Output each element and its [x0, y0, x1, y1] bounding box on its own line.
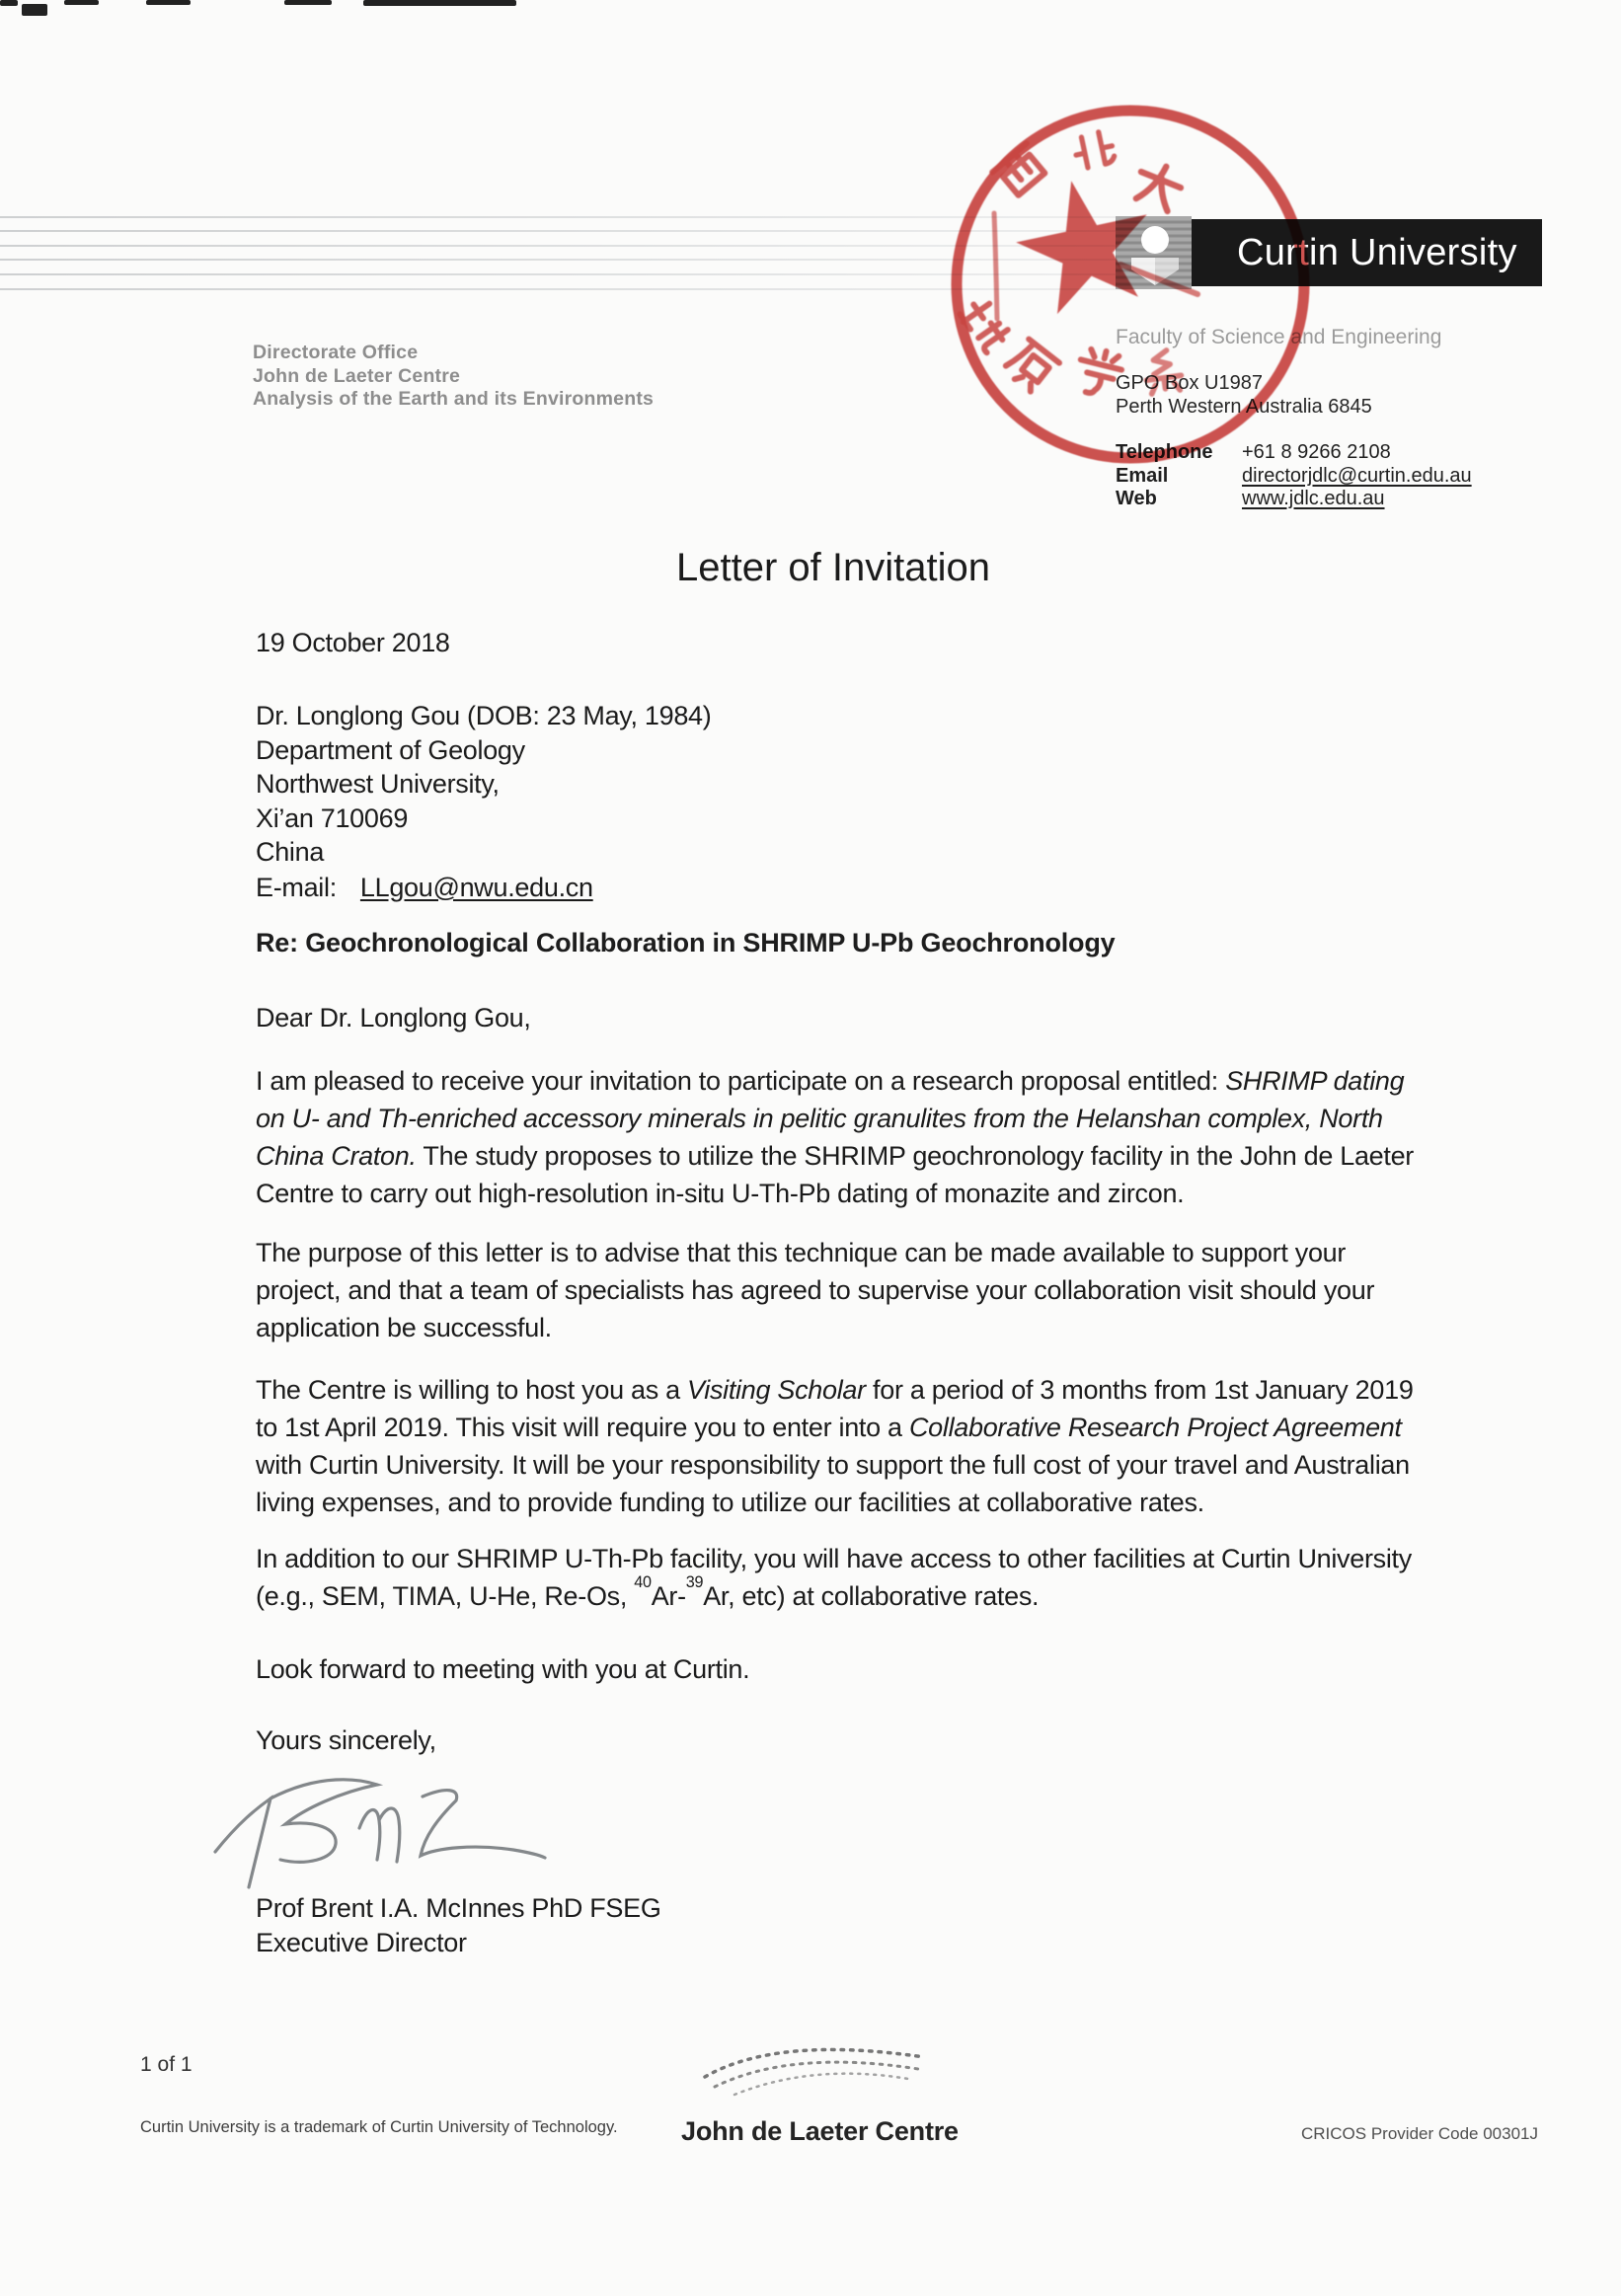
curtin-brand-text: Curtin University: [1237, 231, 1517, 273]
website-link[interactable]: www.jdlc.edu.au: [1242, 488, 1385, 509]
closing: Yours sincerely,: [256, 1725, 436, 1755]
contact-label: Telephone: [1116, 441, 1213, 463]
faculty-name: Faculty of Science and Engineering: [1116, 326, 1442, 348]
recipient-block: [256, 699, 711, 904]
scan-artifact: [284, 0, 332, 5]
body-paragraph-1: I am pleased to receive your invitation to participate on a research proposal entitled: SHRIMP dating on U- and Th-enriched accessory minerals in pelitic granulites from the Helanshan complex, North China Craton. The study proposes to utilize the SHRIMP geochronology facility in the John de Laeter Centre to carry out high-resolution in-situ U-Th-Pb dating of monazite and zircon.: [256, 1066, 1415, 1208]
stamp-character-xi2: [1143, 348, 1184, 394]
letter-date: 19 October 2018: [256, 628, 450, 657]
scan-artifact: [22, 4, 47, 16]
recipient-email-line: [256, 871, 711, 905]
contact-label: Web: [1116, 488, 1157, 509]
jdlc-centre-name: John de Laeter Centre: [681, 2116, 959, 2146]
scan-artifact: [146, 0, 191, 5]
stamp-character-da: [1131, 159, 1187, 213]
recipient-email-link[interactable]: LLgou@nwu.edu.cn: [359, 872, 593, 902]
signer-name: Prof Brent I.A. McInnes PhD FSEG: [256, 1893, 661, 1923]
salutation: Dear Dr. Longlong Gou,: [256, 1003, 531, 1033]
trademark-notice: Curtin University is a trademark of Curtin University of Technology.: [140, 2118, 618, 2136]
signer-title: Executive Director: [256, 1928, 467, 1957]
signer-block: [256, 1891, 661, 1960]
letter-title: Letter of Invitation: [676, 546, 990, 589]
email-label: E-mail:: [256, 872, 337, 902]
jdlc-swoosh-icon: [693, 2029, 946, 2114]
postal-line: Perth Western Australia 6845: [1116, 395, 1372, 418]
recipient-line: China: [256, 837, 325, 867]
recipient-line: Xi’an 710069: [256, 803, 409, 833]
scan-artifact: [64, 0, 99, 5]
body-paragraph-2: The purpose of this letter is to advise that this technique can be made available to support your project, and that a team of specialists has agreed to supervise your collaboration visit should your application be successful.: [256, 1238, 1375, 1342]
telephone-number: +61 8 9266 2108: [1242, 441, 1391, 463]
stamp-character-bei: [1072, 130, 1116, 170]
university-seal-stamp: [943, 97, 1323, 477]
cricos-code: CRICOS Provider Code 00301J: [1301, 2124, 1539, 2143]
stamp-character-zhi: [1003, 338, 1059, 394]
stamp-star-icon: [1006, 167, 1163, 319]
directorate-block: [253, 342, 654, 412]
page-number: 1 of 1: [140, 2053, 193, 2076]
scan-artifact: [0, 0, 18, 6]
recipient-line: Northwest University,: [256, 769, 500, 799]
stamp-character-xue: [1073, 345, 1124, 399]
directorate-line: Directorate Office: [253, 342, 419, 363]
body-paragraph-3: The Centre is willing to host you as a Visiting Scholar for a period of 3 months from 1st January 2019 to 1st April 2019. This visit will require you to enter into a Collaborative Research Project Agreement with Curtin University. It will be your responsibility to support the full cost of your travel and Australian living expenses, and to provide funding to utilize our facilities at collaborative rates.: [256, 1375, 1414, 1517]
contact-label: Email: [1116, 464, 1169, 487]
postal-line: GPO Box U1987: [1116, 372, 1263, 394]
director-email-link[interactable]: directorjdlc@curtin.edu.au: [1242, 464, 1472, 487]
directorate-line: Analysis of the Earth and its Environments: [253, 388, 655, 410]
recipient-line: Dr. Longlong Gou (DOB: 23 May, 1984): [256, 701, 712, 730]
body-paragraph-5: Look forward to meeting with you at Curtin.: [256, 1654, 750, 1684]
directorate-line: John de Laeter Centre: [253, 364, 461, 387]
contact-row-web: [1116, 488, 1472, 511]
body-paragraph-4: In addition to our SHRIMP U-Th-Pb facility, you will have access to other facilities at Curtin University (e.g., SEM, TIMA, U-He, Re-Os, $^{40}$Ar-$^{39}$Ar, etc) at collaborative rates.: [256, 1544, 1412, 1611]
recipient-line: Department of Geology: [256, 734, 525, 765]
subject-line: Re: Geochronological Collaboration in SHRIMP U-Pb Geochronology: [256, 928, 1116, 957]
scan-artifact: [363, 0, 516, 6]
